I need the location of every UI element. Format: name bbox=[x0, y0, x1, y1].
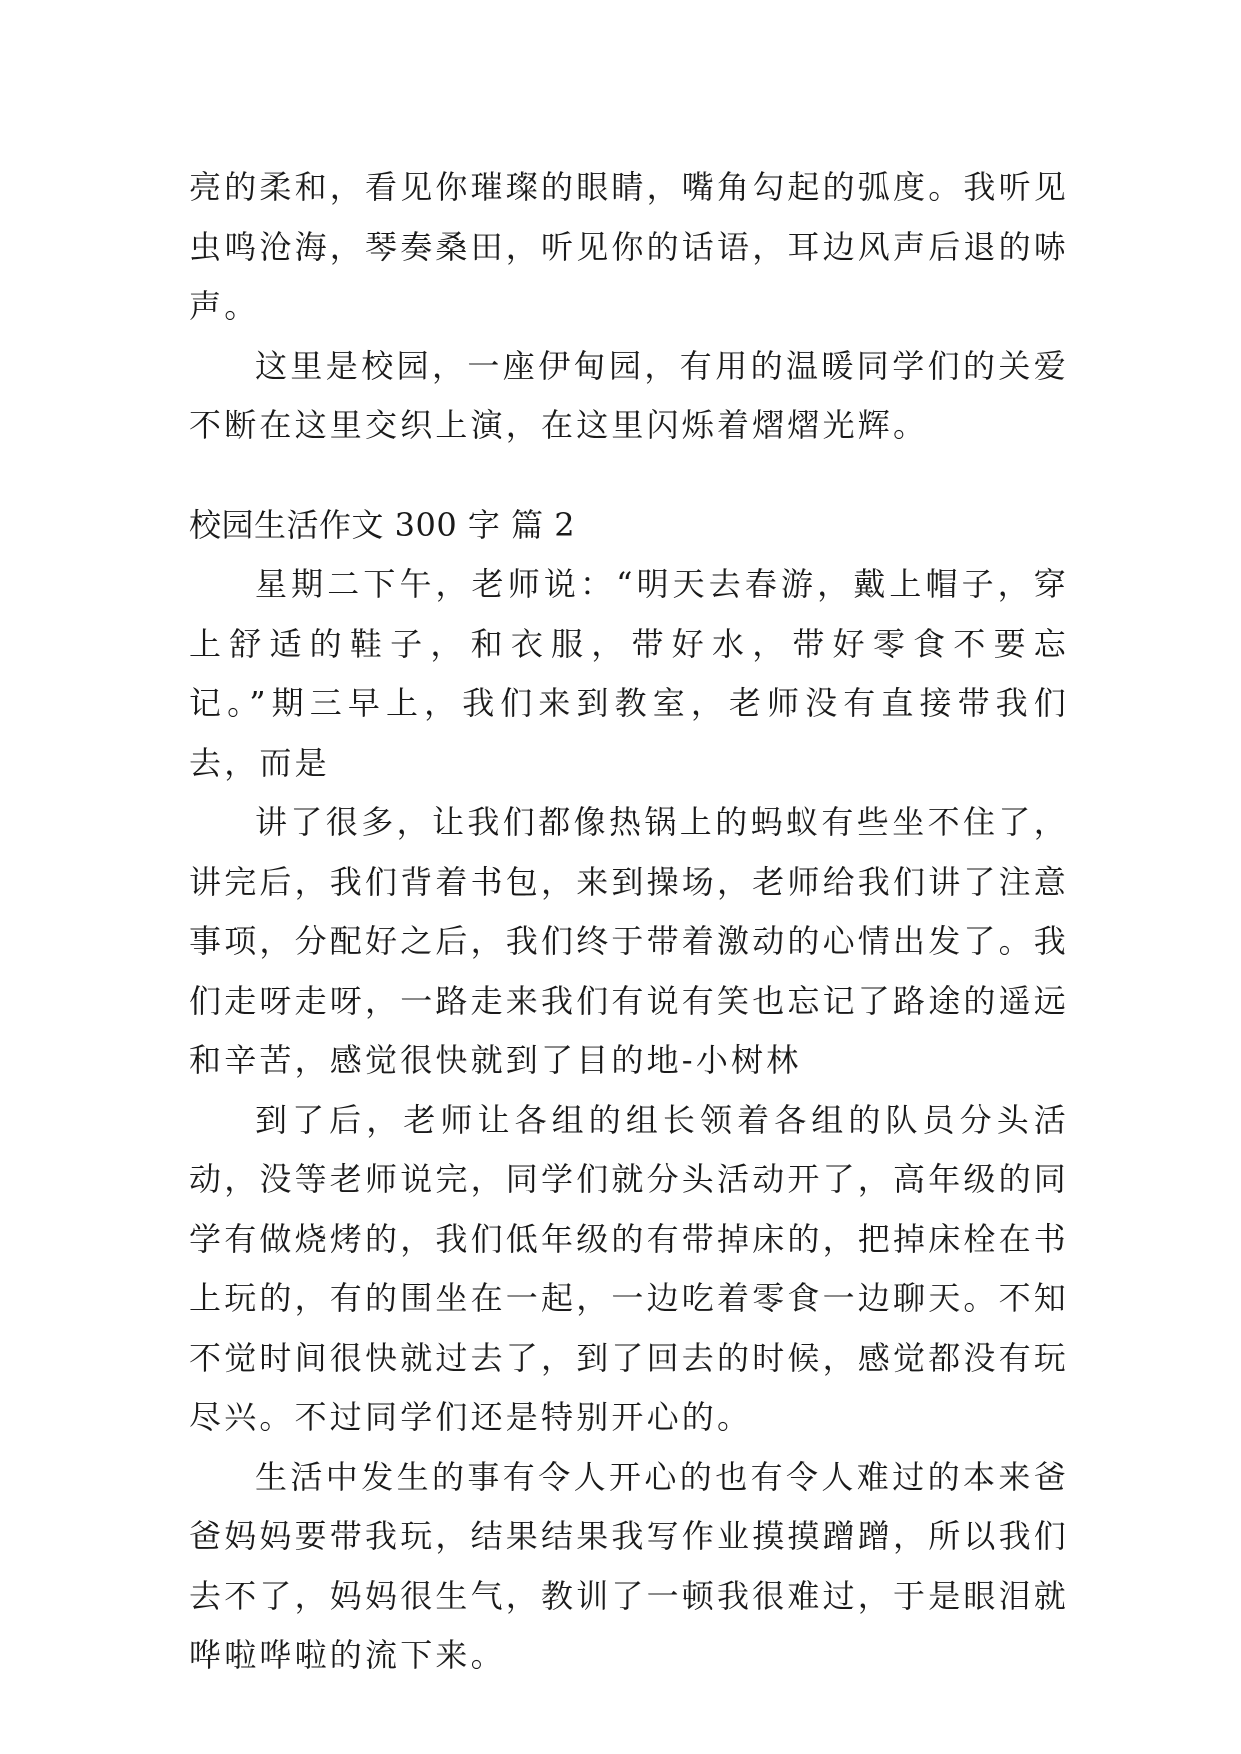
section-heading: 校园生活作文 300 字 篇 2 bbox=[189, 505, 576, 544]
paragraph-continued: 亮的柔和，看见你璀璨的眼睛，嘴角勾起的弧度。我听见虫鸣沧海，琴奏桑田，听见你的话语，耳边风声后退的哧声。 bbox=[189, 168, 1070, 325]
paragraph: 讲了很多，让我们都像热锅上的蚂蚁有些坐不住了，讲完后，我们背着书包，来到操场，老师给我们讲了注意事项，分配好之后，我们终于带着激动的心情出发了。我们走呀走呀，一路走来我们有说有笑也忘记了路途的遥远和辛苦，感觉很快就到了目的地-小树林 bbox=[189, 803, 1070, 1079]
paragraph: 这里是校园，一座伊甸园，有用的温暖同学们的关爱不断在这里交织上演，在这里闪烁着熠熠光辉。 bbox=[189, 346, 1069, 444]
paragraph: 到了后，老师让各组的组长领着各组的队员分头活动，没等老师说完，同学们就分头活动开了，高年级的同学有做烧烤的，我们低年级的有带掉床的，把掉床栓在书上玩的，有的围坐在一起，一边吃着零食一边聊天。不知不觉时间很快就过去了，到了回去的时候，感觉都没有玩尽兴。不过同学们还是特别开心的。 bbox=[189, 1100, 1070, 1436]
paragraph: 星期二下午，老师说：“明天去春游，戴上帽子，穿上舒适的鞋子，和衣服，带好水，带好零食不要忘记。”期三早上，我们来到教室，老师没有直接带我们去，而是 bbox=[189, 565, 1069, 782]
paragraph: 生活中发生的事有令人开心的也有令人难过的本来爸爸妈妈要带我玩，结果结果我写作业摸摸蹭蹭，所以我们去不了，妈妈很生气，教训了一顿我很难过，于是眼泪就哗啦哗啦的流下来。 bbox=[189, 1457, 1070, 1674]
document-body bbox=[189, 158, 1069, 1686]
